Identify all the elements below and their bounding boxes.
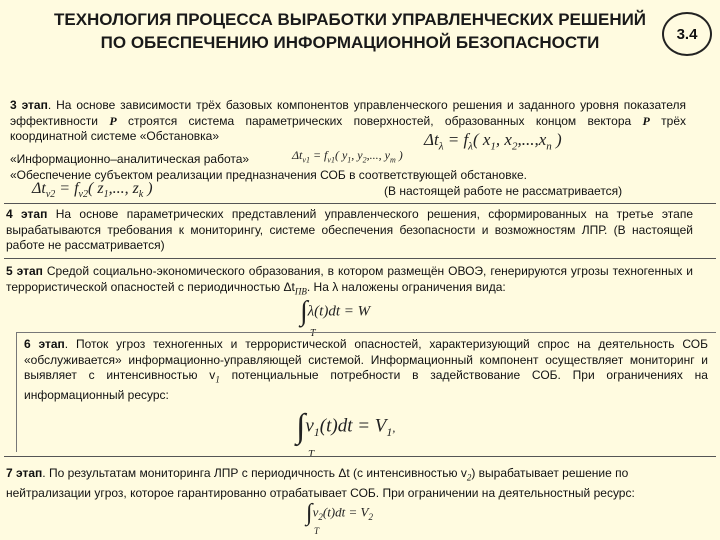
stage5-label: 5 этап [6,264,43,278]
stage3-label: 3 этап [10,98,48,112]
stage6-paragraph: 6 этап. Поток угроз техногенных и террористической опасностей, характеризующий спрос на деятельность СОБ «обслуживается» информационно-управляющей системой. Информационный компонент осуществляет мониторинг и выявляет с интенсивностью $v_1$ потенциальные потребности в задействование СОБ. При ограничениях на информационный ресурс: [24,337,708,402]
box-left [16,332,17,452]
divider-stage3-4 [4,203,716,204]
stage3-line3: «Обеспечение субъектом реализации предназначения СОБ в соответствующей обстановке. [10,168,527,182]
integral-v1: $\int v_1(t)dt = V_1$, T [296,408,396,460]
formula-delta-t-lambda: $\Delta t_\lambda = f_\lambda$( $x_1$, $x_2,...,x_n$ ) [424,130,562,153]
divider-stage6-7 [4,456,716,457]
stage6-label: 6 этап [24,337,65,351]
stage3-note: (В настоящей работе не рассматривается) [384,184,623,198]
stage4-label: 4 этап [6,207,48,221]
divider-stage4-5 [4,258,716,259]
formula-delta-t-v2: $\Delta t_{v2} = f_{v2}$( $z_1$,..., $z_k$ ) [32,180,153,201]
stage5-paragraph: 5 этап Средой социально-экономического образования, в котором размещён ОВОЭ, генерируются угрозы техногенных и террористической опасностей с периодичностью $\Delta t_{ПВ}$. На λ наложены ограничения вида: [6,264,693,296]
stage3-paragraph: 3 этап. На основе зависимости трёх базовых компонентов управленческого решения и заданного уровня показателя эффективности P строятся система параметрических поверхностей, образованных концом вектора P трёх координатной системе «Обстановка» [10,98,687,143]
stage7-paragraph: 7 этап. По результатам мониторинга ЛПР с периодичность Δt (с интенсивностью $v_2$) вырабатывает решение по нейтрализации угроз, которое гарантированно отрабатывает СОБ. При ограничении на деятельностный ресурс: [6,466,635,500]
stage3-line2: «Информационно–аналитическая работа» [10,152,250,166]
stage4-paragraph: 4 этап На основе параметрических представлений управленческого решения, сформированных на третье этапе вырабатываются требования к мониторингу, системе обеспечения безопасности и возможностям ЛПР. (В настоящей работе не рассматривается) [6,207,693,252]
integral-lambda: ∫λ(t)dt = W T [300,296,371,339]
slide-number-badge: 3.4 [662,12,712,56]
box-top [16,332,716,333]
stage7-label: 7 этап [6,466,43,480]
integral-v2: $\int v_2(t)dt = V_2$ T [306,500,373,536]
page-title: ТЕХНОЛОГИЯ ПРОЦЕССА ВЫРАБОТКИ УПРАВЛЕНЧЕСКИХ РЕШЕНИЙ ПО ОБЕСПЕЧЕНИЮ ИНФОРМАЦИОННОЙ БЕЗОПАСНОСТИ [53,10,647,52]
formula-delta-t-v1: $\Delta t_{v1} = f_{v1}$( $y_1$, $y_2$,..., $y_m$ ) [292,148,403,165]
